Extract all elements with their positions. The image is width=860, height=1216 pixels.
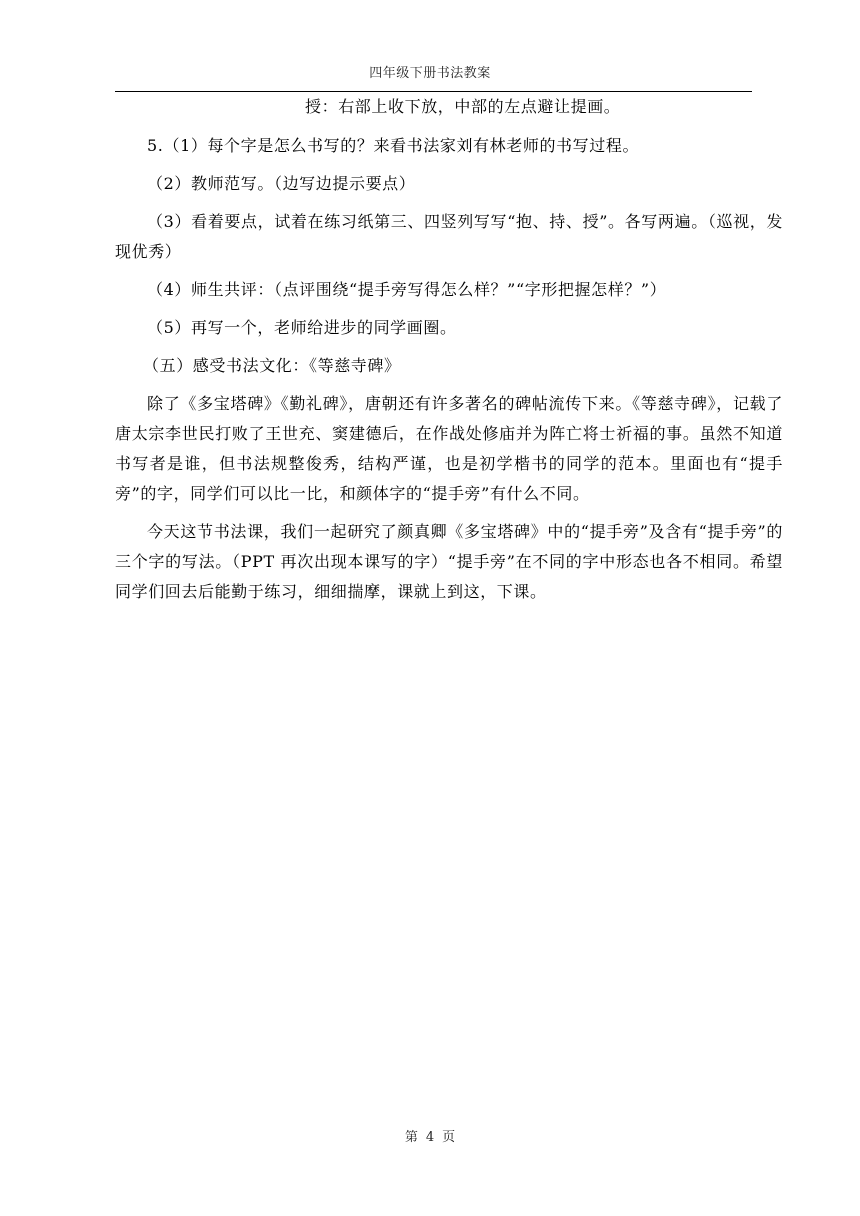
footer-suffix: 页: [442, 1130, 456, 1145]
paragraph-step-5-4: （4）师生共评：（点评围绕“提手旁写得怎么样？”“字形把握怎样？”）: [147, 280, 667, 299]
paragraph-shou-note: 授：右部上收下放，中部的左点避让提画。: [305, 97, 621, 116]
page-footer: [0, 1126, 860, 1145]
paragraph-dengci-stele: 除了《多宝塔碑》《勤礼碑》，唐朝还有许多著名的碑帖流传下来。《等慈寺碑》，记载了唐太宗李世民打败了王世充、窦建德后，在作战处修庙并为阵亡将士祈福的事。虽然不知道书写者是谁，但书法规整俊秀，结构严谨，也是初学楷书的同学的范本。里面也有“提手旁”的字，同学们可以比一比，和颜体字的“提手旁”有什么不同。: [115, 394, 783, 503]
paragraph-step-5-3: （3）看着要点，试着在练习纸第三、四竖列写写“抱、持、授”。各写两遍。（巡视，发现优秀）: [115, 212, 783, 261]
section-heading-five: （五）感受书法文化：《等慈寺碑》: [143, 356, 401, 375]
paragraph-step-5-5: （5）再写一个，老师给进步的同学画圈。: [147, 318, 457, 337]
paragraph-step-5-2: （2）教师范写。（边写边提示要点）: [147, 174, 416, 193]
paragraph-summary: 今天这节书法课，我们一起研究了颜真卿《多宝塔碑》中的“提手旁”及含有“提手旁”的三个字的写法。（PPT 再次出现本课写的字）“提手旁”在不同的字中形态也各不相同。希望同学们回去后能勤于练习，细细揣摩，课就上到这，下课。: [115, 522, 783, 601]
footer-prefix: 第: [404, 1130, 418, 1145]
header-title: 四年级下册书法教案: [369, 66, 491, 81]
paragraph-step-5-1: 5.（1）每个字是怎么书写的？来看书法家刘有林老师的书写过程。: [147, 136, 640, 155]
document-body: [115, 92, 783, 615]
footer-page-number: 4: [425, 1130, 435, 1145]
page-header: [0, 62, 860, 81]
